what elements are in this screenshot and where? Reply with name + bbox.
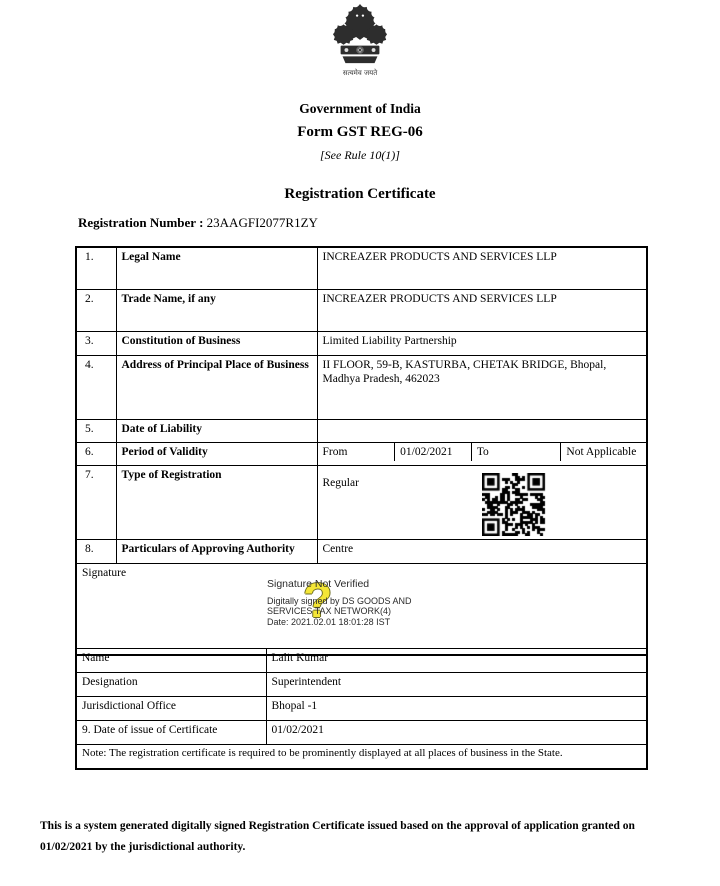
row-value: Centre: [317, 539, 647, 563]
row-label: Type of Registration: [116, 465, 317, 539]
digital-signature-stamp: [267, 574, 412, 629]
signature-label: Signature: [82, 566, 127, 579]
stamp-date-line: Date: 2021.02.01 18:01:28 IST: [267, 617, 391, 628]
row-number: 8.: [76, 539, 116, 563]
government-of-india-title: Government of India: [299, 101, 421, 116]
period-of-validity-cells: [318, 443, 647, 461]
table-row-date-of-liability: [76, 419, 647, 442]
detail-label: Jurisdictional Office: [76, 697, 266, 721]
registration-number-line: [78, 215, 318, 231]
to-label: To: [471, 443, 561, 461]
table-row-signature: [76, 563, 647, 655]
table-row-approving-authority: [76, 539, 647, 563]
row-number: 5.: [76, 419, 116, 442]
detail-label: 9. Date of issue of Certificate: [76, 721, 266, 745]
row-value: Limited Liability Partnership: [317, 331, 647, 355]
row-value: [317, 419, 647, 442]
rule-reference: [See Rule 10(1)]: [320, 148, 400, 162]
stamp-signer-line1: Digitally signed by DS GOODS AND: [267, 595, 412, 606]
row-label: Constitution of Business: [116, 331, 317, 355]
detail-row-name: [76, 649, 647, 673]
table-row-period-of-validity: [76, 442, 647, 465]
row-label: Legal Name: [116, 247, 317, 289]
row-value: INCREAZER PRODUCTS AND SERVICES LLP: [317, 247, 647, 289]
row-number: 1.: [76, 247, 116, 289]
registration-type-text: Regular: [322, 476, 359, 489]
table-row-constitution: [76, 331, 647, 355]
row-label: Address of Principal Place of Business: [116, 355, 317, 419]
officer-details-table: [75, 648, 648, 770]
detail-label: Name: [76, 649, 266, 673]
row-value: [317, 442, 647, 465]
certificate-title: Registration Certificate: [284, 186, 436, 202]
detail-row-date-of-issue: [76, 721, 647, 745]
registration-number-label: Registration Number :: [78, 215, 204, 230]
row-value: [317, 355, 647, 419]
note-text: Note: The registration certificate is required to be prominently displayed at all places of business in the State.: [76, 745, 647, 770]
table-row-legal-name: [76, 247, 647, 289]
detail-value: Superintendent: [266, 673, 647, 697]
row-number: 4.: [76, 355, 116, 419]
note-row: [76, 745, 647, 770]
signature-cell: [76, 563, 647, 655]
address-text: II FLOOR, 59-B, KASTURBA, CHETAK BRIDGE, Bhopal, Madhya Pradesh, 462023: [322, 358, 607, 385]
from-date: 01/02/2021: [394, 443, 471, 461]
row-number: 7.: [76, 465, 116, 539]
form-name: Form GST REG-06: [297, 124, 423, 140]
india-emblem-icon: [0, 3, 720, 67]
row-label: Date of Liability: [116, 419, 317, 442]
table-row-trade-name: [76, 289, 647, 331]
from-label: From: [322, 445, 348, 458]
detail-row-designation: [76, 673, 647, 697]
registration-number-value: 23AAGFI2077R1ZY: [206, 215, 318, 230]
table-row-address: [76, 355, 647, 419]
emblem-motto: सत्यमेव जयते: [342, 69, 378, 77]
stamp-status-text: Signature Not Verified: [267, 577, 370, 590]
row-number: 2.: [76, 289, 116, 331]
row-label: Trade Name, if any: [116, 289, 317, 331]
detail-label: Designation: [76, 673, 266, 697]
detail-value: Lalit Kumar: [266, 649, 647, 673]
row-label: Particulars of Approving Authority: [116, 539, 317, 563]
row-number: 6.: [76, 442, 116, 465]
document-header: [0, 0, 720, 203]
row-value: INCREAZER PRODUCTS AND SERVICES LLP: [317, 289, 647, 331]
detail-value: 01/02/2021: [266, 721, 647, 745]
footer-statement: This is a system generated digitally signed Registration Certificate issued based on the approval of application granted on 01/02/2021 by the jurisdictional authority.: [40, 820, 635, 854]
qr-code: [482, 473, 547, 536]
to-date: Not Applicable: [560, 443, 646, 461]
table-row-type-of-registration: [76, 465, 647, 539]
row-value: [317, 465, 647, 539]
question-mark-icon: ?: [303, 574, 333, 628]
row-label: Period of Validity: [116, 442, 317, 465]
stamp-signer-line2: SERVICES TAX NETWORK(4): [267, 606, 392, 617]
detail-row-jurisdictional-office: [76, 697, 647, 721]
detail-value: Bhopal -1: [266, 697, 647, 721]
row-number: 3.: [76, 331, 116, 355]
certificate-table: [75, 246, 648, 656]
